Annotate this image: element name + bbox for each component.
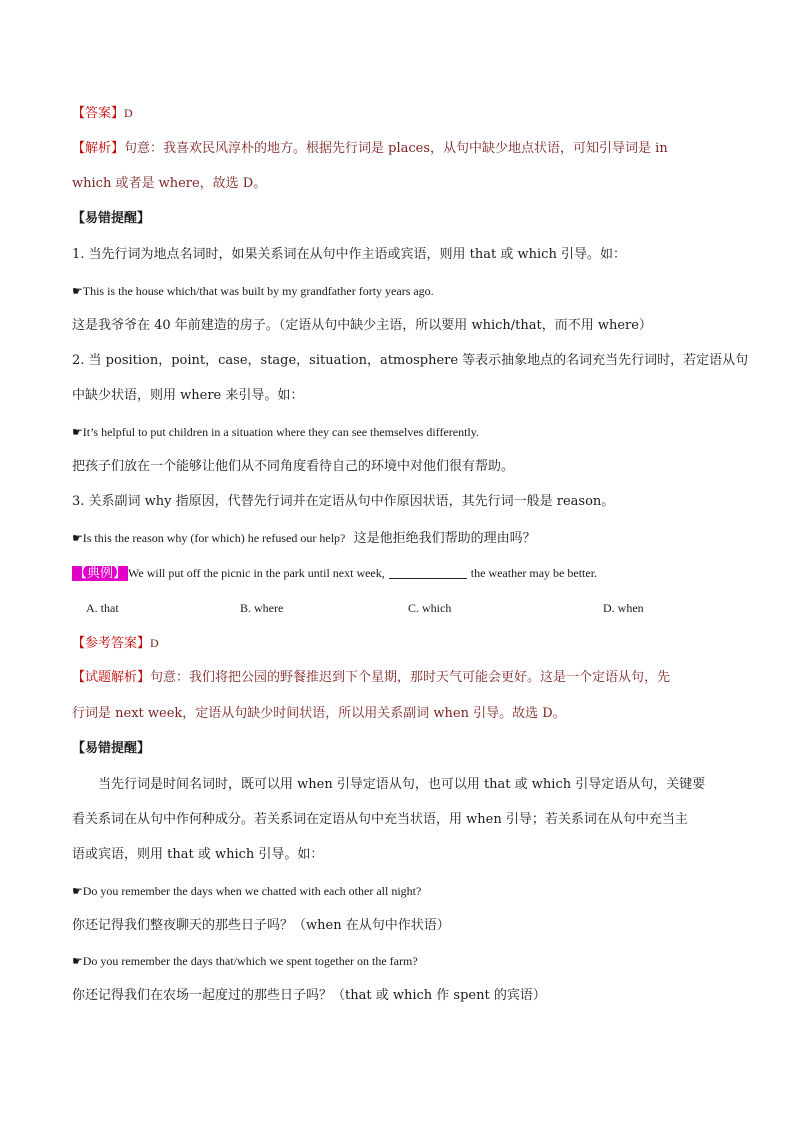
tip-point-1: 1. 当先行词为地点名词时，如果关系词在从句中作主语或宾语，则用 that 或 which 引导。如： bbox=[72, 247, 626, 262]
option-b: B. where bbox=[240, 601, 284, 615]
tips-title-2: 【易错提醒】 bbox=[72, 741, 151, 756]
answer-value: D bbox=[124, 106, 133, 120]
example-sentence-3: ☛Is this the reason why (for which) he refused our help? 这是他拒绝我们帮助的理由吗？ bbox=[72, 531, 536, 546]
tip-point-2-line-1: 2. 当 position，point，case，stage，situation，atmosphere 等表示抽象地点的名词充当先行词时，若定语从句 bbox=[72, 353, 749, 368]
tip-point-3: 3. 关系副词 why 指原因，代替先行词并在定语从句中作原因状语，其先行词一般是 reason。 bbox=[72, 494, 615, 509]
example-sentence-4: ☛Do you remember the days when we chatted with each other all night? bbox=[72, 884, 422, 898]
tips2-paragraph-line-2: 看关系词在从句中作何种成分。若关系词在定语从句中充当状语，用 when 引导；若关系词在从句中充当主 bbox=[72, 812, 688, 827]
analysis-line-1 bbox=[72, 140, 732, 158]
example-tag: 【典例】 bbox=[74, 566, 127, 581]
reference-answer-tag: 【参考答案】 bbox=[72, 636, 151, 651]
answer-line-1 bbox=[72, 104, 732, 123]
pointing-hand-icon: ☛ bbox=[72, 954, 83, 968]
example-translation-5: 你还记得我们在农场一起度过的那些日子吗？（that 或 which 作 spent 的宾语） bbox=[72, 988, 546, 1003]
test-analysis-line-1 bbox=[72, 669, 732, 687]
answer-blank bbox=[389, 566, 467, 579]
test-analysis-line-2: 行词是 next week，定语从句缺少时间状语，所以用关系副词 when 引导。故选 D。 bbox=[72, 706, 566, 721]
pointing-hand-icon: ☛ bbox=[72, 531, 83, 545]
analysis-text: 句意：我喜欢民风淳朴的地方。根据先行词是 places，从句中缺少地点状语，可知引导词是 in bbox=[124, 141, 668, 156]
pointing-hand-icon: ☛ bbox=[72, 425, 83, 439]
reference-answer-line bbox=[72, 634, 732, 653]
analysis-tag: 【解析】 bbox=[72, 141, 125, 156]
example-translation-2: 把孩子们放在一个能够让他们从不同角度看待自己的环境中对他们很有帮助。 bbox=[72, 459, 515, 474]
tips2-paragraph-line-3: 语或宾语，则用 that 或 which 引导。如： bbox=[72, 847, 324, 862]
test-analysis-tag: 【试题解析】 bbox=[72, 670, 151, 685]
answer-tag: 【答案】 bbox=[72, 106, 125, 121]
pointing-hand-icon: ☛ bbox=[72, 884, 83, 898]
tip-point-2-line-2: 中缺少状语，则用 where 来引导。如： bbox=[72, 388, 304, 403]
question-stem-a: We will put off the picnic in the park until next week, bbox=[128, 566, 385, 580]
example-sentence-1: ☛This is the house which/that was built by my grandfather forty years ago. bbox=[72, 284, 434, 298]
option-c: C. which bbox=[408, 601, 452, 615]
example-translation-1: 这是我爷爷在 40 年前建造的房子。（定语从句中缺少主语，所以要用 which/that，而不用 where） bbox=[72, 318, 652, 333]
example-sentence-2: ☛It’s helpful to put children in a situation where they can see themselves differently. bbox=[72, 425, 479, 439]
tips2-paragraph-line-1: 当先行词是时间名词时，既可以用 when 引导定语从句，也可以用 that 或 which 引导定语从句，关键要 bbox=[98, 777, 706, 792]
option-a: A. that bbox=[86, 601, 119, 615]
example-question bbox=[72, 564, 732, 583]
analysis-line-2: which 或者是 where，故选 D。 bbox=[72, 176, 267, 191]
pointing-hand-icon: ☛ bbox=[72, 284, 83, 298]
example-sentence-5: ☛Do you remember the days that/which we spent together on the farm? bbox=[72, 954, 418, 968]
example-translation-4: 你还记得我们整夜聊天的那些日子吗？（when 在从句中作状语） bbox=[72, 918, 450, 933]
test-analysis-text: 句意：我们将把公园的野餐推迟到下个星期，那时天气可能会更好。这是一个定语从句，先 bbox=[150, 670, 671, 685]
tips-title-1: 【易错提醒】 bbox=[72, 211, 151, 226]
question-stem-b: the weather may be better. bbox=[470, 566, 598, 580]
reference-answer-value: D bbox=[150, 636, 159, 650]
option-d: D. when bbox=[603, 601, 644, 615]
